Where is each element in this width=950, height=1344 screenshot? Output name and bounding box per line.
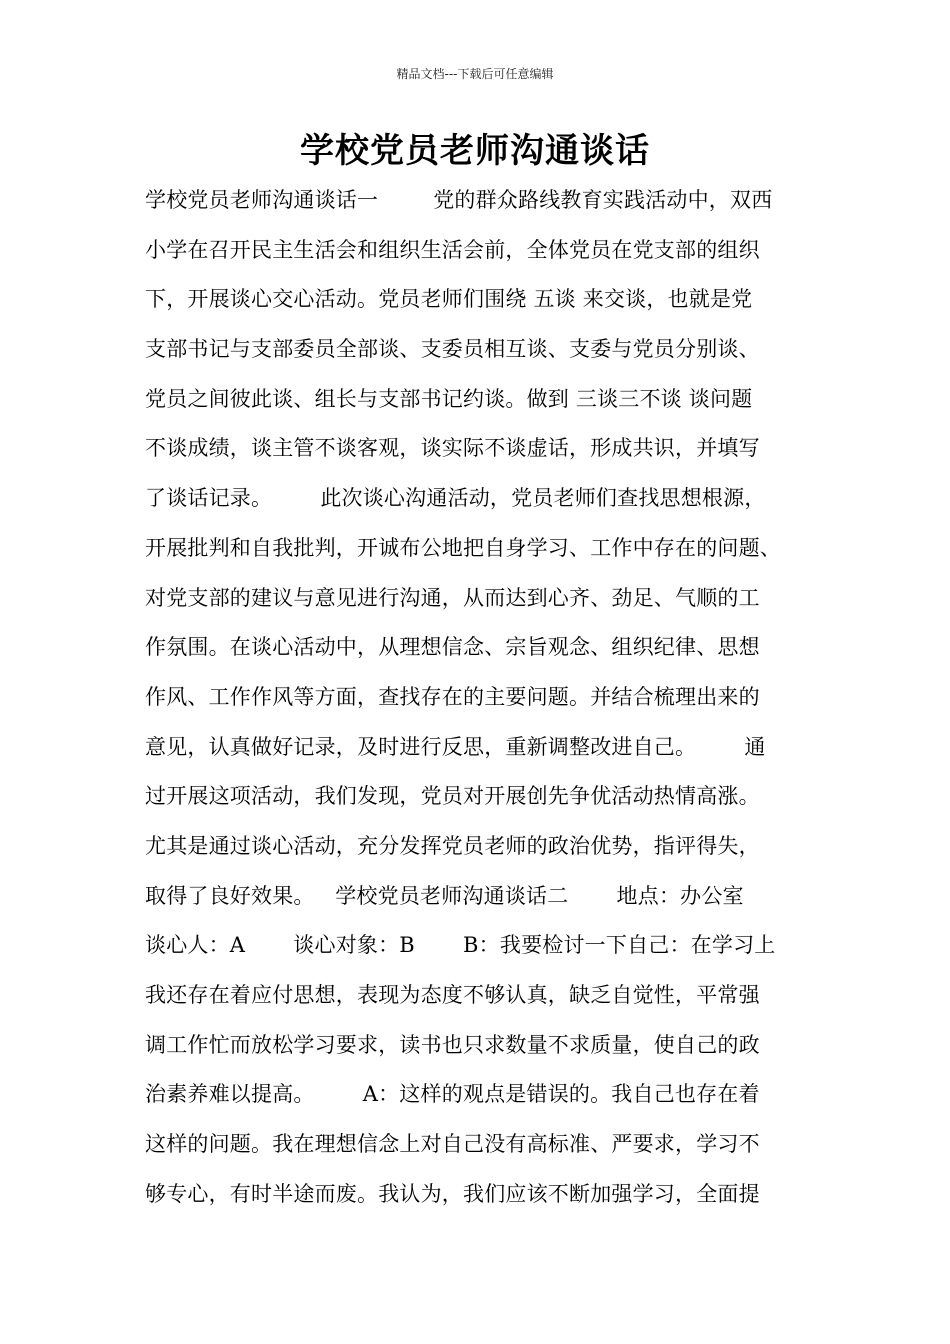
body-line: 够专心，有时半途而废。我认为，我们应该不断加强学习，全面提 — [145, 1181, 760, 1206]
body-line: 调工作忙而放松学习要求，读书也只求数量不求质量，使自己的政 — [145, 1032, 760, 1057]
document-body — [145, 180, 835, 1223]
body-line: 这样的问题。我在理想信念上对自己没有高标准、严要求，学习不 — [145, 1132, 760, 1157]
body-line: 不谈成绩，谈主管不谈客观，谈实际不谈虚话，形成共识，并填写 — [145, 436, 760, 461]
body-line: 党员之间彼此谈、组长与支部书记约谈。做到 三谈三不谈 谈问题 — [145, 386, 753, 411]
body-line: 尤其是通过谈心活动，充分发挥党员老师的政治优势，指评得失， — [145, 833, 760, 858]
body-line: 作风、工作作风等方面，查找存在的主要问题。并结合梳理出来的 — [145, 684, 760, 709]
body-line: 对党支部的建议与意见进行沟通，从而达到心齐、劲足、气顺的工 — [145, 585, 760, 610]
body-line: 学校党员老师沟通谈话一 党的群众路线教育实践活动中，双西 — [145, 188, 773, 212]
body-line: 开展批判和自我批判，开诚布公地把自身学习、工作中存在的问题、 — [145, 535, 781, 560]
body-line: 意见，认真做好记录，及时进行反思，重新调整改进自己。 通 — [145, 734, 766, 759]
body-line: 取得了良好效果。 学校党员老师沟通谈话二 地点：办公室 — [145, 883, 744, 908]
body-line: 小学在召开民主生活会和组织生活会前，全体党员在党支部的组织 — [145, 237, 760, 262]
header-note: 精品文档---下载后可任意编辑 — [396, 67, 554, 81]
document-title: 学校党员老师沟通谈话 — [300, 131, 650, 171]
body-line: 治素养难以提高。 A：这样的观点是错误的。我自己也存在着 — [145, 1082, 760, 1107]
body-line: 下，开展谈心交心活动。党员老师们围绕 五谈 来交谈，也就是党 — [145, 287, 753, 312]
body-line: 作氛围。在谈心活动中，从理想信念、宗旨观念、组织纪律、思想 — [145, 635, 760, 660]
body-line: 了谈话记录。 此次谈心沟通活动，党员老师们查找思想根源， — [145, 486, 766, 511]
body-line: 我还存在着应付思想，表现为态度不够认真，缺乏自觉性，平常强 — [145, 983, 760, 1007]
body-line: 支部书记与支部委员全部谈、支委员相互谈、支委与党员分别谈、 — [145, 337, 760, 362]
body-line: 谈心人：A 谈心对象：B B：我要检讨一下自己：在学习上 — [145, 933, 776, 958]
body-line: 过开展这项活动，我们发现，党员对开展创先争优活动热情高涨。 — [145, 784, 760, 809]
